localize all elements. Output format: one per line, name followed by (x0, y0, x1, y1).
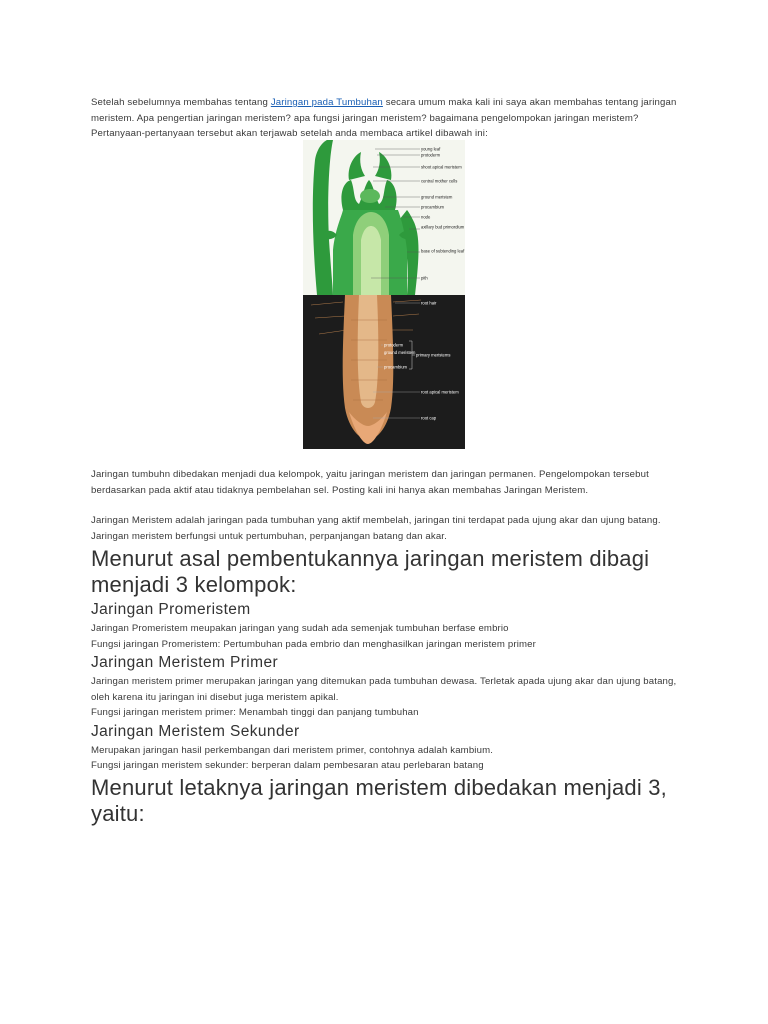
jaringan-pada-tumbuhan-link[interactable]: Jaringan pada Tumbuhan (270, 97, 383, 108)
root-label: root hair (421, 300, 437, 306)
paragraph-2: Jaringan Meristem adalah jaringan pada tumbuhan yang aktif membelah, jaringan tini terdapat pada ujung akar dan ujung batang. (91, 515, 661, 526)
intro-paragraph (91, 95, 681, 142)
section-meristem-sekunder (91, 722, 681, 774)
article-body (91, 467, 681, 827)
heading-asal-pembentukan: Menurut asal pembentukannya jaringan meristem dibagi menjadi 3 kelompok: (91, 546, 650, 597)
intro-suffix: secara umum maka kali ini saya akan membahas tentang jaringan meristem. Apa pengertian jaringan meristem? apa fungsi jaringan meristem? bagaimana pengelompokan jaringan meristem? Pertanyaan-pertanyaan tersebut akan terjawab setelah anda membaca artikel dibawah ini: (91, 97, 677, 139)
root-label: root cap (421, 415, 437, 421)
section-line: Merupakan jaringan hasil perkembangan dari meristem primer, contohnya adalah kambium. (91, 744, 494, 756)
shoot-label: procambium (421, 204, 445, 210)
section-line: Jaringan Promeristem meupakan jaringan yang sudah ada semenjak tumbuhan berfase embrio (91, 623, 509, 634)
section-line: Fungsi jaringan meristem primer: Menambah tinggi dan panjang tumbuhan (91, 707, 419, 718)
shoot-label: pith (421, 275, 428, 281)
section-line: Jaringan meristem primer merupakan jaringan yang ditemukan pada tumbuhan dewasa. Terletak apada ujung akar dan ujung batang, oleh karena itu jaringan ini disebut juga meristem apikal. (91, 676, 677, 703)
meristem-diagram-image (303, 140, 465, 449)
shoot-label: central mother cells (421, 178, 458, 184)
paragraph-3: Jaringan meristem berfungsi untuk pertumbuhan, perpanjangan batang dan akar. (91, 530, 447, 542)
root-label: procambium (384, 364, 408, 370)
root-label: primary meristems (416, 352, 451, 358)
article (91, 95, 681, 142)
paragraph-1: Jaringan tumbuhn dibedakan menjadi dua kelompok, yaitu jaringan meristem dan jaringan permanen. Pengelompokan tersebut berdasarkan pada aktif atau tidaknya pembelahan sel. Posting kali ini hanya akan membahas Jaringan Meristem. (91, 469, 649, 496)
heading-letak: Menurut letaknya jaringan meristem dibedakan menjadi 3, yaitu: (91, 774, 667, 826)
shoot-label: protoderm (421, 152, 441, 158)
section-line: Fungsi jaringan Promeristem: Pertumbuhan pada embrio dan menghasilkan jaringan meristem primer (91, 638, 536, 650)
section-title: Jaringan Meristem Sekunder (91, 722, 300, 740)
root-label: root apical meristem (421, 389, 459, 395)
root-label: ground meristem (384, 350, 416, 355)
shoot-label: ground meristem (421, 194, 453, 200)
section-title: Jaringan Promeristem (91, 601, 251, 618)
meristem-figure (303, 140, 465, 449)
shoot-label: shoot apical meristem (421, 164, 462, 170)
root-label: protoderm (384, 342, 404, 348)
intro-prefix: Setelah sebelumnya membahas tentang (91, 97, 271, 108)
section-promeristem (91, 600, 681, 652)
shoot-label: node (421, 214, 431, 220)
section-meristem-primer (91, 653, 681, 721)
section-title: Jaringan Meristem Primer (91, 654, 279, 671)
section-line: Fungsi jaringan meristem sekunder: berperan dalam pembesaran atau perlebaran batang (91, 760, 484, 771)
shoot-label: base of subtending leaf (421, 248, 465, 254)
shoot-label: young leaf (421, 146, 441, 152)
shoot-label: axillary bud primordium (421, 224, 465, 230)
